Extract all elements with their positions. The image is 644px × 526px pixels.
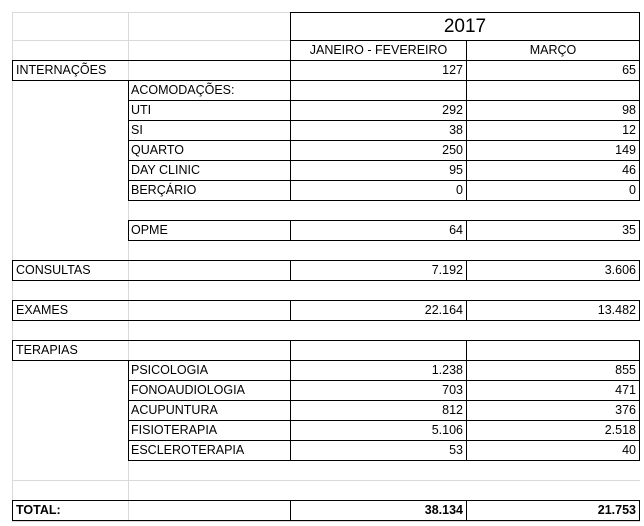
internacoes-jan-fev: 127 [442, 63, 463, 77]
acomodacao-uti-marco: 98 [622, 103, 636, 117]
acomodacao-day-clinic-jan-fev: 95 [449, 163, 463, 177]
terapia-fisioterapia-label: FISIOTERAPIA [131, 423, 218, 437]
total-label: TOTAL: [16, 503, 61, 517]
year-header: 2017 [443, 16, 487, 37]
acomodacao-uti-label: UTI [131, 103, 152, 117]
column-header-marco: MARÇO [529, 43, 577, 57]
terapia-escleroterapia-jan-fev: 53 [449, 443, 463, 457]
acomodacoes-label: ACOMODAÇÕES: [131, 83, 235, 97]
consultas-label: CONSULTAS [16, 263, 91, 277]
terapia-acupuntura-marco: 376 [615, 403, 636, 417]
terapia-psicologia-jan-fev: 1.238 [431, 363, 463, 377]
acomodacao-bercario-marco: 0 [629, 183, 636, 197]
consultas-marco: 3.606 [604, 263, 636, 277]
acomodacao-si-label: SI [131, 123, 143, 137]
terapia-psicologia-label: PSICOLOGIA [131, 363, 209, 377]
acomodacao-bercario-label: BERÇÁRIO [131, 183, 197, 197]
internacoes-label: INTERNAÇÕES [16, 63, 107, 77]
total-jan-fev: 38.134 [424, 503, 463, 517]
column-header-jan-fev: JANEIRO - FEVEREIRO [309, 43, 448, 57]
consultas-jan-fev: 7.192 [431, 263, 463, 277]
opme-label: OPME [131, 223, 168, 237]
opme-jan-fev: 64 [449, 223, 463, 237]
terapia-fisioterapia-jan-fev: 5.106 [431, 423, 463, 437]
acomodacao-bercario-jan-fev: 0 [456, 183, 463, 197]
acomodacao-day-clinic-label: DAY CLINIC [131, 163, 201, 177]
terapia-psicologia-marco: 855 [615, 363, 636, 377]
terapia-escleroterapia-marco: 40 [622, 443, 636, 457]
acomodacao-si-marco: 12 [622, 123, 636, 137]
terapia-acupuntura-jan-fev: 812 [442, 403, 463, 417]
exames-label: EXAMES [16, 303, 69, 317]
total-marco: 21.753 [597, 503, 636, 517]
acomodacao-si-jan-fev: 38 [449, 123, 463, 137]
terapia-fonoaudiologia-marco: 471 [615, 383, 636, 397]
opme-marco: 35 [622, 223, 636, 237]
acomodacao-quarto-label: QUARTO [131, 143, 185, 157]
exames-marco: 13.482 [597, 303, 636, 317]
internacoes-marco: 65 [622, 63, 636, 77]
terapia-fonoaudiologia-jan-fev: 703 [442, 383, 463, 397]
terapia-escleroterapia-label: ESCLEROTERAPIA [131, 443, 245, 457]
acomodacao-quarto-jan-fev: 250 [442, 143, 463, 157]
acomodacao-uti-jan-fev: 292 [442, 103, 463, 117]
terapias-label: TERAPIAS [16, 343, 78, 357]
exames-jan-fev: 22.164 [424, 303, 463, 317]
terapia-fisioterapia-marco: 2.518 [604, 423, 636, 437]
acomodacao-day-clinic-marco: 46 [622, 163, 636, 177]
acomodacao-quarto-marco: 149 [615, 143, 636, 157]
terapia-acupuntura-label: ACUPUNTURA [131, 403, 218, 417]
terapia-fonoaudiologia-label: FONOAUDIOLOGIA [131, 383, 245, 397]
